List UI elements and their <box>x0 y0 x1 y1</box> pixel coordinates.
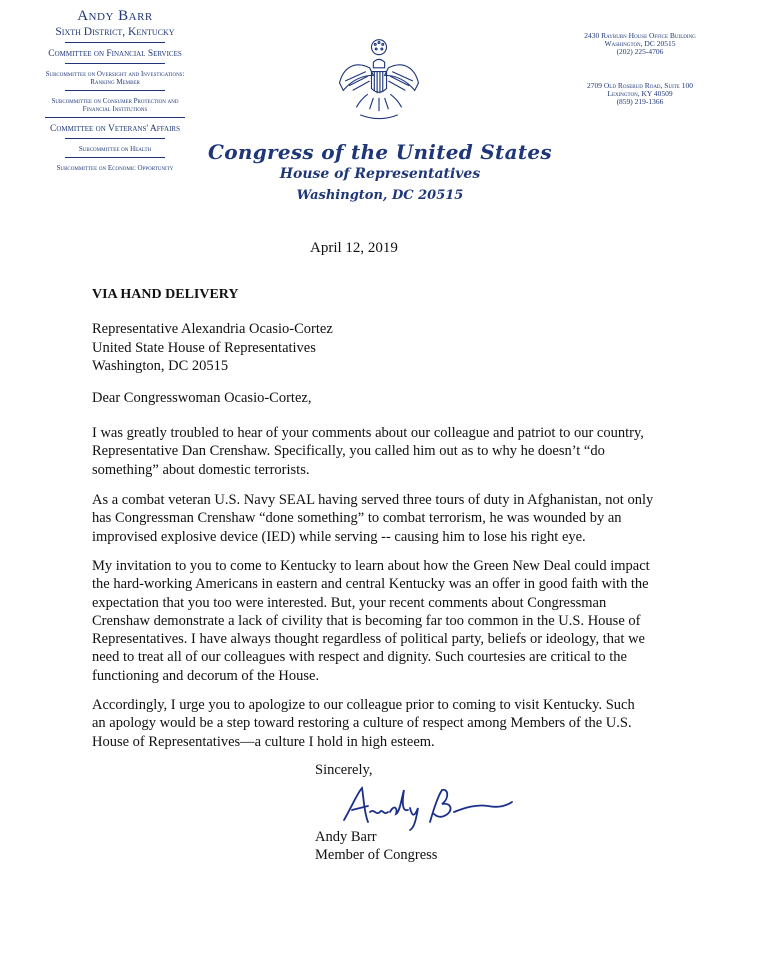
committee-column <box>40 6 190 172</box>
recipient-line: Washington, DC 20515 <box>92 358 229 374</box>
paragraph-line: something” about domestic terrorists. <box>92 461 310 478</box>
paragraph <box>92 557 692 685</box>
paragraph-line: Representative Dan Crenshaw. Specifically, you called him out as to why he doesn’t “do <box>92 443 605 460</box>
signer-title: Member of Congress <box>315 847 438 863</box>
paragraph-line: has Congressman Crenshaw “done something” to combat terrorism, he was wounded by an <box>92 510 622 527</box>
subcommittee-oversight: Subcommittee on Oversight and Investigations: Ranking Member <box>45 70 185 86</box>
closing: Sincerely, <box>315 762 373 778</box>
paragraph-line: I was greatly troubled to hear of your comments about our colleague and patriot to our country, <box>92 425 644 441</box>
committee-financial-services: Committee on Financial Services <box>48 49 182 59</box>
office-addresses <box>555 32 725 106</box>
district: Sixth District, Kentucky <box>55 26 175 38</box>
paragraph-line: expectation that you too were interested. But, your recent comments about Congressman <box>92 594 607 611</box>
letter-date: April 12, 2019 <box>310 240 398 256</box>
paragraph-line: As a combat veteran U.S. Navy SEAL having served three tours of duty in Afghanistan, not only <box>92 492 654 508</box>
committee-veterans-affairs: Committee on Veterans' Affairs <box>50 124 180 134</box>
paragraph-line: Representatives. I have always thought regardless of political party, beliefs or ideology, that we <box>92 631 645 648</box>
paragraph-line: My invitation to you to come to Kentucky to learn about how the Green New Deal could impact <box>92 558 650 574</box>
member-name: Andy Barr <box>77 8 153 24</box>
ky-office <box>555 82 725 106</box>
recipient-address <box>92 320 333 376</box>
paragraph-line: Accordingly, I urge you to apologize to our colleague prior to coming to visit Kentucky. Such <box>92 697 635 713</box>
subcommittee-economic-opportunity: Subcommittee on Economic Opportunity <box>56 164 174 172</box>
paragraph <box>92 696 692 751</box>
subcommittee-health: Subcommittee on Health <box>78 145 152 153</box>
signature-icon <box>338 782 518 832</box>
dc-office <box>555 32 725 56</box>
subcommittee-consumer-protection: Subcommittee on Consumer Protection and Financial Institutions <box>51 97 179 113</box>
recipient-line: United State House of Representatives <box>92 339 316 356</box>
letterhead-city: Washington, DC 20515 <box>296 188 464 203</box>
dc-office-line: Washington, DC 20515 <box>604 39 676 48</box>
paragraph-line: need to treat all of our colleagues with respect and dignity. Such courtesies are critical to the <box>92 649 627 666</box>
dc-office-line: 2430 Rayburn House Office Building <box>584 31 696 40</box>
ky-office-line: 2709 Old Rosebud Road, Suite 100 <box>587 81 693 90</box>
paragraph-line: functioning and decorum of the House. <box>92 667 320 684</box>
salutation: Dear Congresswoman Ocasio-Cortez, <box>92 390 312 406</box>
paragraph <box>92 491 692 546</box>
paragraph-line: an apology would be a step toward restoring a culture of respect among Members of the U.S. <box>92 715 632 732</box>
letterhead-title: Congress of the United States <box>208 140 552 164</box>
paragraph-line: improvised explosive device (IED) while serving -- causing him to lose his right eye. <box>92 528 586 545</box>
delivery-method: VIA HAND DELIVERY <box>92 287 239 302</box>
eagle-seal-icon <box>332 34 426 128</box>
ky-office-line: Lexington, KY 40509 <box>607 89 673 98</box>
recipient-line: Representative Alexandria Ocasio-Cortez <box>92 321 333 337</box>
signer-name: Andy Barr <box>315 829 377 845</box>
paragraph-line: the hard-working Americans in eastern and central Kentucky was an offer in good faith with the <box>92 576 649 593</box>
paragraph-line: Crenshaw demonstrate a lack of civility that is becoming far too common in the U.S. House of <box>92 612 641 629</box>
letterhead-subtitle: House of Representatives <box>279 166 481 182</box>
signer-block <box>315 828 437 864</box>
ky-office-line: (859) 219-1366 <box>616 97 664 106</box>
dc-office-line: (202) 225-4706 <box>616 47 664 56</box>
paragraph-line: House of Representatives—a culture I hold in high esteem. <box>92 733 435 750</box>
paragraph <box>92 424 692 479</box>
